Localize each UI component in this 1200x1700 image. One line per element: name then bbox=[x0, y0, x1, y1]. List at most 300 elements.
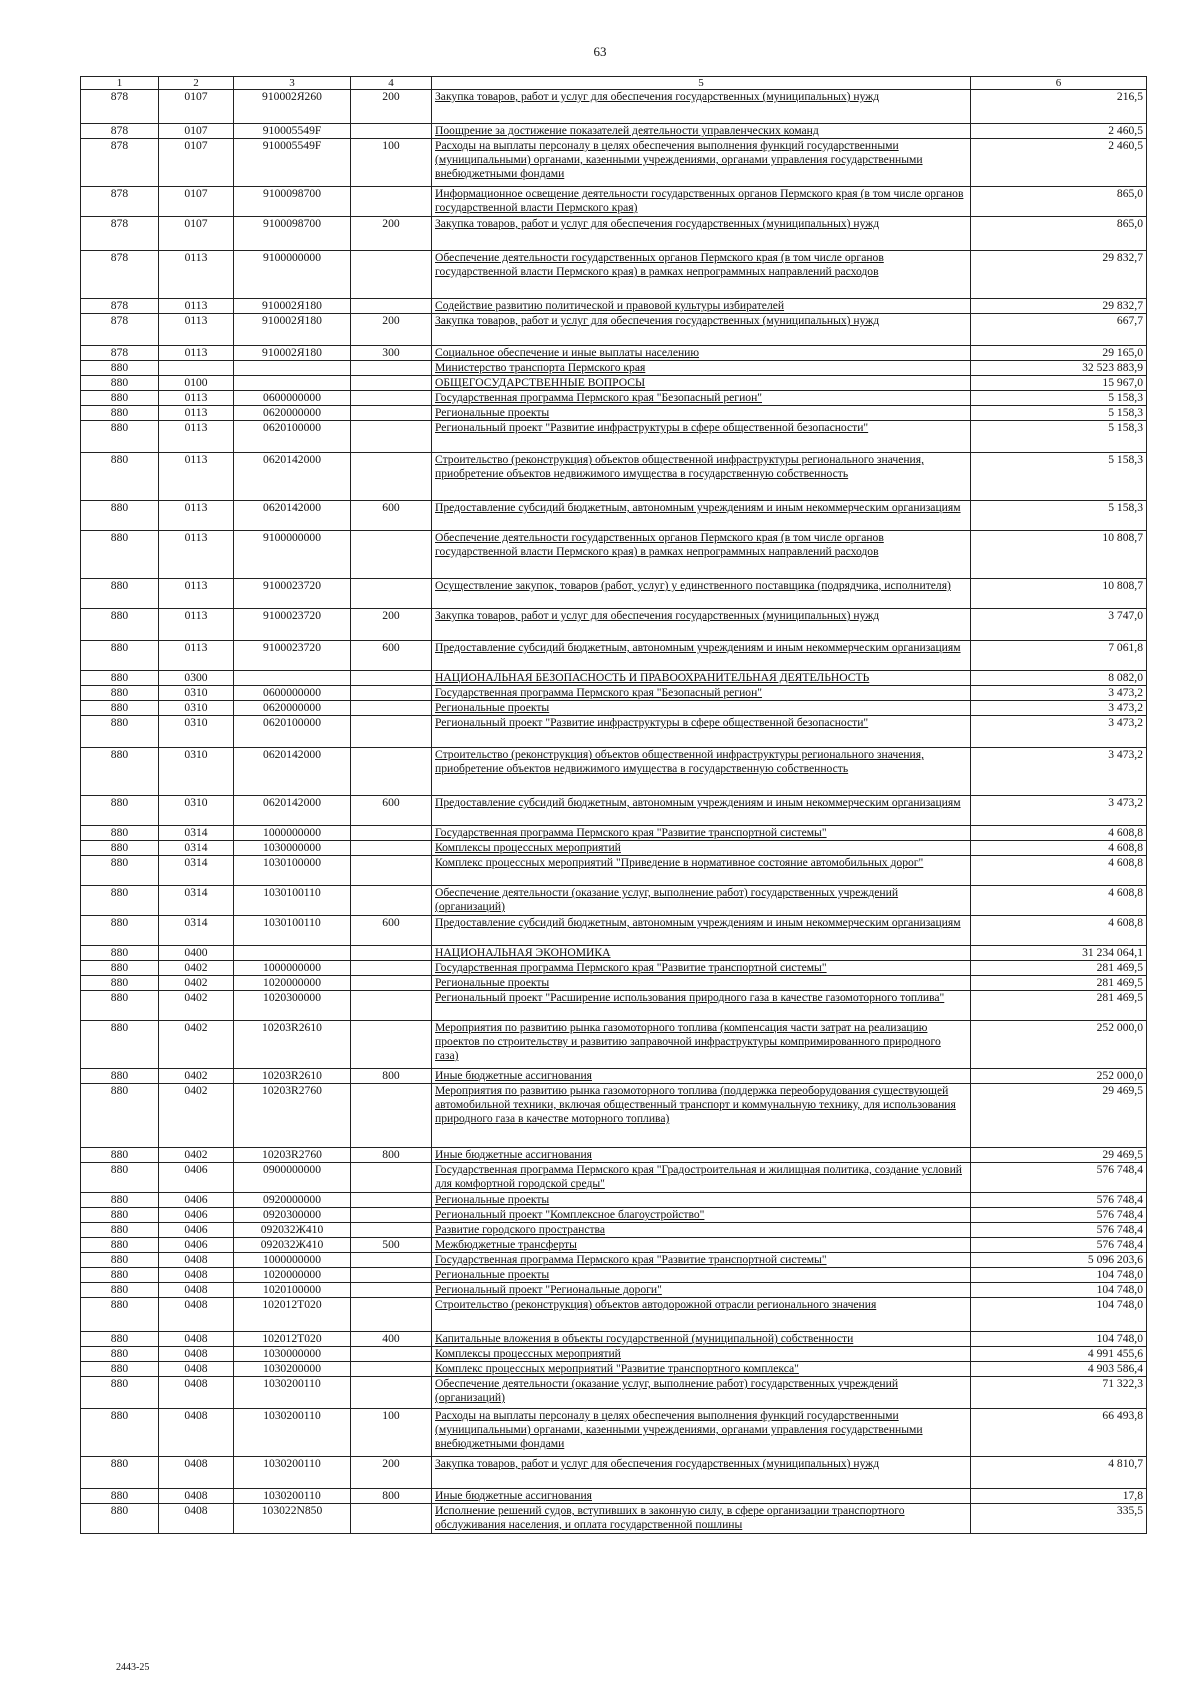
target-article-cell: 1030200110 bbox=[234, 1457, 351, 1489]
table-row bbox=[81, 826, 1147, 841]
amount-cell: 2 460,5 bbox=[971, 139, 1147, 187]
table-row bbox=[81, 796, 1147, 826]
expense-type-cell bbox=[351, 1268, 432, 1283]
target-article-cell: 0920300000 bbox=[234, 1208, 351, 1223]
amount-cell: 3 473,2 bbox=[971, 748, 1147, 796]
admin-code-cell: 880 bbox=[81, 1208, 159, 1223]
target-article-cell: 10203R2610 bbox=[234, 1069, 351, 1084]
expense-type-cell bbox=[351, 991, 432, 1021]
section-code-cell: 0408 bbox=[159, 1283, 234, 1298]
admin-code-cell: 880 bbox=[81, 1332, 159, 1347]
section-code-cell: 0107 bbox=[159, 124, 234, 139]
expense-type-cell bbox=[351, 1298, 432, 1332]
table-row bbox=[81, 1283, 1147, 1298]
admin-code-cell: 880 bbox=[81, 796, 159, 826]
expense-type-cell bbox=[351, 1021, 432, 1069]
expense-type-cell bbox=[351, 886, 432, 916]
expense-type-cell: 600 bbox=[351, 641, 432, 671]
amount-cell: 576 748,4 bbox=[971, 1193, 1147, 1208]
expense-type-cell bbox=[351, 406, 432, 421]
description-text: Капитальные вложения в объекты государственной (муниципальной) собственности bbox=[435, 1332, 854, 1345]
description-text: Строительство (реконструкция) объектов автодорожной отрасли регионального значения bbox=[435, 1298, 877, 1311]
target-article-cell: 1030200110 bbox=[234, 1489, 351, 1504]
amount-cell: 3 473,2 bbox=[971, 701, 1147, 716]
target-article-cell: 1030100110 bbox=[234, 886, 351, 916]
admin-code-cell: 880 bbox=[81, 856, 159, 886]
section-code-cell: 0113 bbox=[159, 346, 234, 361]
table-row bbox=[81, 1332, 1147, 1347]
amount-cell: 5 096 203,6 bbox=[971, 1253, 1147, 1268]
admin-code-cell: 880 bbox=[81, 716, 159, 748]
description-text: Мероприятия по развитию рынка газомоторного топлива (поддержка переоборудования существующей автомобильной техники, включая общественный транспорт и коммунальную технику, для использования природного газа в качестве моторного топлива) bbox=[435, 1084, 956, 1125]
section-code-cell bbox=[159, 361, 234, 376]
target-article-cell: 102012T020 bbox=[234, 1332, 351, 1347]
expense-type-cell bbox=[351, 701, 432, 716]
table-row bbox=[81, 579, 1147, 609]
admin-code-cell: 880 bbox=[81, 961, 159, 976]
description-text: Мероприятия по развитию рынка газомоторного топлива (компенсация части затрат на реализацию проектов по строительству и развитию заправочной инфраструктуры компримированного природного газа) bbox=[435, 1021, 941, 1062]
section-code-cell: 0408 bbox=[159, 1504, 234, 1534]
admin-code-cell: 880 bbox=[81, 1268, 159, 1283]
column-header: 4 bbox=[351, 77, 432, 90]
table-body bbox=[81, 90, 1147, 1534]
expense-type-cell: 300 bbox=[351, 346, 432, 361]
amount-cell: 10 808,7 bbox=[971, 579, 1147, 609]
target-article-cell: 910005549F bbox=[234, 139, 351, 187]
expense-type-cell bbox=[351, 826, 432, 841]
table-row bbox=[81, 609, 1147, 641]
amount-cell: 252 000,0 bbox=[971, 1069, 1147, 1084]
expense-type-cell bbox=[351, 748, 432, 796]
expense-type-cell bbox=[351, 961, 432, 976]
table-row bbox=[81, 139, 1147, 187]
admin-code-cell: 880 bbox=[81, 1377, 159, 1409]
expense-type-cell bbox=[351, 671, 432, 686]
section-code-cell: 0113 bbox=[159, 391, 234, 406]
section-code-cell: 0100 bbox=[159, 376, 234, 391]
target-article-cell: 0620142000 bbox=[234, 453, 351, 501]
target-article-cell: 0900000000 bbox=[234, 1163, 351, 1193]
target-article-cell: 0620142000 bbox=[234, 501, 351, 531]
expense-type-cell bbox=[351, 1504, 432, 1534]
admin-code-cell: 880 bbox=[81, 1148, 159, 1163]
expense-type-cell: 200 bbox=[351, 609, 432, 641]
expense-type-cell bbox=[351, 976, 432, 991]
section-code-cell: 0406 bbox=[159, 1208, 234, 1223]
section-code-cell: 0113 bbox=[159, 641, 234, 671]
expense-type-cell bbox=[351, 686, 432, 701]
expense-type-cell: 100 bbox=[351, 1409, 432, 1457]
document-code: 2443-25 bbox=[116, 1662, 150, 1673]
description-text: Содействие развитию политической и правовой культуры избирателей bbox=[435, 299, 785, 312]
admin-code-cell: 880 bbox=[81, 976, 159, 991]
amount-cell: 32 523 883,9 bbox=[971, 361, 1147, 376]
admin-code-cell: 880 bbox=[81, 1069, 159, 1084]
admin-code-cell: 880 bbox=[81, 1238, 159, 1253]
amount-cell: 104 748,0 bbox=[971, 1332, 1147, 1347]
section-code-cell: 0113 bbox=[159, 609, 234, 641]
description-cell bbox=[432, 671, 971, 686]
description-text: Строительство (реконструкция) объектов общественной инфраструктуры регионального значения, приобретение объектов недвижимого имущества в государственную собственность bbox=[435, 748, 924, 775]
section-code-cell: 0107 bbox=[159, 90, 234, 124]
section-code-cell: 0314 bbox=[159, 841, 234, 856]
description-cell bbox=[432, 1163, 971, 1193]
table-row bbox=[81, 686, 1147, 701]
amount-cell: 3 473,2 bbox=[971, 686, 1147, 701]
target-article-cell: 092032Ж410 bbox=[234, 1223, 351, 1238]
expense-type-cell: 400 bbox=[351, 1332, 432, 1347]
description-text: НАЦИОНАЛЬНАЯ ЭКОНОМИКА bbox=[435, 946, 611, 959]
amount-cell: 3 473,2 bbox=[971, 716, 1147, 748]
table-row bbox=[81, 391, 1147, 406]
description-cell bbox=[432, 1332, 971, 1347]
description-cell bbox=[432, 1148, 971, 1163]
section-code-cell: 0402 bbox=[159, 1021, 234, 1069]
section-code-cell: 0408 bbox=[159, 1268, 234, 1283]
amount-cell: 29 832,7 bbox=[971, 251, 1147, 299]
description-text: Социальное обеспечение и иные выплаты населению bbox=[435, 346, 700, 359]
description-text: Региональный проект "Развитие инфраструктуры в сфере общественной безопасности" bbox=[435, 716, 869, 729]
description-text: Государственная программа Пермского края "Развитие транспортной системы" bbox=[435, 961, 827, 974]
target-article-cell: 0620142000 bbox=[234, 748, 351, 796]
admin-code-cell: 880 bbox=[81, 1021, 159, 1069]
description-text: Региональный проект "Расширение использования природного газа в качестве газомоторного топлива" bbox=[435, 991, 945, 1004]
expense-type-cell bbox=[351, 1084, 432, 1148]
amount-cell: 576 748,4 bbox=[971, 1238, 1147, 1253]
expense-type-cell bbox=[351, 421, 432, 453]
description-text: Закупка товаров, работ и услуг для обеспечения государственных (муниципальных) нужд bbox=[435, 1457, 880, 1470]
description-text: Иные бюджетные ассигнования bbox=[435, 1069, 592, 1082]
description-cell bbox=[432, 453, 971, 501]
target-article-cell: 0620000000 bbox=[234, 406, 351, 421]
description-text: Межбюджетные трансферты bbox=[435, 1238, 577, 1251]
section-code-cell: 0310 bbox=[159, 716, 234, 748]
description-cell bbox=[432, 976, 971, 991]
expense-type-cell bbox=[351, 579, 432, 609]
admin-code-cell: 880 bbox=[81, 946, 159, 961]
expense-type-cell: 600 bbox=[351, 796, 432, 826]
amount-cell: 104 748,0 bbox=[971, 1283, 1147, 1298]
description-cell bbox=[432, 1377, 971, 1409]
admin-code-cell: 880 bbox=[81, 916, 159, 946]
amount-cell: 29 469,5 bbox=[971, 1148, 1147, 1163]
description-text: Закупка товаров, работ и услуг для обеспечения государственных (муниципальных) нужд bbox=[435, 314, 880, 327]
target-article-cell: 910002Я260 bbox=[234, 90, 351, 124]
target-article-cell: 1030200110 bbox=[234, 1377, 351, 1409]
amount-cell: 4 608,8 bbox=[971, 916, 1147, 946]
section-code-cell: 0314 bbox=[159, 826, 234, 841]
target-article-cell: 1030100000 bbox=[234, 856, 351, 886]
description-text: ОБЩЕГОСУДАРСТВЕННЫЕ ВОПРОСЫ bbox=[435, 376, 646, 389]
description-cell bbox=[432, 1253, 971, 1268]
table-row bbox=[81, 1409, 1147, 1457]
amount-cell: 8 082,0 bbox=[971, 671, 1147, 686]
expense-type-cell bbox=[351, 841, 432, 856]
amount-cell: 4 991 455,6 bbox=[971, 1347, 1147, 1362]
expense-type-cell: 800 bbox=[351, 1069, 432, 1084]
description-text: Региональные проекты bbox=[435, 406, 550, 419]
section-code-cell: 0402 bbox=[159, 1148, 234, 1163]
section-code-cell: 0408 bbox=[159, 1409, 234, 1457]
amount-cell: 4 810,7 bbox=[971, 1457, 1147, 1489]
column-header: 6 bbox=[971, 77, 1147, 90]
description-text: Комплексы процессных мероприятий bbox=[435, 1347, 621, 1360]
amount-cell: 7 061,8 bbox=[971, 641, 1147, 671]
admin-code-cell: 880 bbox=[81, 991, 159, 1021]
section-code-cell: 0400 bbox=[159, 946, 234, 961]
admin-code-cell: 878 bbox=[81, 124, 159, 139]
table-row bbox=[81, 1021, 1147, 1069]
admin-code-cell: 880 bbox=[81, 1253, 159, 1268]
admin-code-cell: 878 bbox=[81, 90, 159, 124]
amount-cell: 576 748,4 bbox=[971, 1163, 1147, 1193]
description-cell bbox=[432, 1409, 971, 1457]
description-cell bbox=[432, 916, 971, 946]
section-code-cell: 0402 bbox=[159, 1069, 234, 1084]
section-code-cell: 0406 bbox=[159, 1193, 234, 1208]
expense-type-cell: 500 bbox=[351, 1238, 432, 1253]
amount-cell: 5 158,3 bbox=[971, 421, 1147, 453]
description-text: Государственная программа Пермского края "Развитие транспортной системы" bbox=[435, 826, 827, 839]
description-cell bbox=[432, 139, 971, 187]
section-code-cell: 0113 bbox=[159, 531, 234, 579]
admin-code-cell: 880 bbox=[81, 1504, 159, 1534]
admin-code-cell: 880 bbox=[81, 453, 159, 501]
description-cell bbox=[432, 90, 971, 124]
description-cell bbox=[432, 1298, 971, 1332]
table-row bbox=[81, 187, 1147, 217]
target-article-cell: 092032Ж410 bbox=[234, 1238, 351, 1253]
description-text: Информационное освещение деятельности государственных органов Пермского края (в том числе органов государственной власти Пермского края) bbox=[435, 187, 964, 214]
target-article-cell: 9100098700 bbox=[234, 217, 351, 251]
target-article-cell: 9100023720 bbox=[234, 641, 351, 671]
amount-cell: 29 165,0 bbox=[971, 346, 1147, 361]
admin-code-cell: 878 bbox=[81, 217, 159, 251]
target-article-cell: 1000000000 bbox=[234, 1253, 351, 1268]
expense-type-cell: 600 bbox=[351, 916, 432, 946]
description-text: Региональные проекты bbox=[435, 701, 550, 714]
description-cell bbox=[432, 251, 971, 299]
table-row bbox=[81, 1163, 1147, 1193]
admin-code-cell: 880 bbox=[81, 1347, 159, 1362]
table-row bbox=[81, 961, 1147, 976]
amount-cell: 216,5 bbox=[971, 90, 1147, 124]
description-text: Поощрение за достижение показателей деятельности управленческих команд bbox=[435, 124, 819, 137]
admin-code-cell: 878 bbox=[81, 299, 159, 314]
target-article-cell bbox=[234, 946, 351, 961]
section-code-cell: 0113 bbox=[159, 501, 234, 531]
description-cell bbox=[432, 1457, 971, 1489]
amount-cell: 4 608,8 bbox=[971, 856, 1147, 886]
description-cell bbox=[432, 376, 971, 391]
expense-type-cell bbox=[351, 299, 432, 314]
description-text: НАЦИОНАЛЬНАЯ БЕЗОПАСНОСТЬ И ПРАВООХРАНИТЕЛЬНАЯ ДЕЯТЕЛЬНОСТЬ bbox=[435, 671, 870, 684]
expense-type-cell: 200 bbox=[351, 314, 432, 346]
table-row bbox=[81, 1069, 1147, 1084]
admin-code-cell: 880 bbox=[81, 1489, 159, 1504]
description-cell bbox=[432, 796, 971, 826]
description-cell bbox=[432, 217, 971, 251]
description-cell bbox=[432, 501, 971, 531]
column-header: 3 bbox=[234, 77, 351, 90]
description-cell bbox=[432, 314, 971, 346]
table-row bbox=[81, 841, 1147, 856]
target-article-cell: 10203R2760 bbox=[234, 1148, 351, 1163]
amount-cell: 667,7 bbox=[971, 314, 1147, 346]
target-article-cell: 0600000000 bbox=[234, 686, 351, 701]
table-row bbox=[81, 1148, 1147, 1163]
target-article-cell: 1030000000 bbox=[234, 841, 351, 856]
table-row bbox=[81, 1208, 1147, 1223]
admin-code-cell: 880 bbox=[81, 1409, 159, 1457]
description-text: Исполнение решений судов, вступивших в законную силу, в сфере организации транспортного обслуживания населения, и оплата государственной пошлины bbox=[435, 1504, 905, 1531]
amount-cell: 4 608,8 bbox=[971, 886, 1147, 916]
amount-cell: 281 469,5 bbox=[971, 991, 1147, 1021]
description-text: Расходы на выплаты персоналу в целях обеспечения выполнения функций государственными (муниципальными) органами, казенными учреждениями, органами управления государственными внебюджетными фондами bbox=[435, 139, 923, 180]
target-article-cell: 9100000000 bbox=[234, 531, 351, 579]
section-code-cell: 0113 bbox=[159, 314, 234, 346]
table-row bbox=[81, 991, 1147, 1021]
admin-code-cell: 880 bbox=[81, 1193, 159, 1208]
target-article-cell: 10203R2760 bbox=[234, 1084, 351, 1148]
target-article-cell: 1000000000 bbox=[234, 961, 351, 976]
table-row bbox=[81, 1268, 1147, 1283]
admin-code-cell: 880 bbox=[81, 391, 159, 406]
section-code-cell: 0408 bbox=[159, 1298, 234, 1332]
description-cell bbox=[432, 1193, 971, 1208]
expense-type-cell bbox=[351, 361, 432, 376]
description-cell bbox=[432, 1283, 971, 1298]
amount-cell: 3 473,2 bbox=[971, 796, 1147, 826]
description-cell bbox=[432, 716, 971, 748]
expense-type-cell: 800 bbox=[351, 1148, 432, 1163]
table-row bbox=[81, 1504, 1147, 1534]
expense-type-cell bbox=[351, 251, 432, 299]
expense-type-cell bbox=[351, 1193, 432, 1208]
amount-cell: 5 158,3 bbox=[971, 406, 1147, 421]
target-article-cell: 9100023720 bbox=[234, 579, 351, 609]
section-code-cell: 0408 bbox=[159, 1362, 234, 1377]
description-cell bbox=[432, 1489, 971, 1504]
target-article-cell: 1030000000 bbox=[234, 1347, 351, 1362]
target-article-cell: 102012T020 bbox=[234, 1298, 351, 1332]
description-text: Государственная программа Пермского края "Безопасный регион" bbox=[435, 686, 763, 699]
amount-cell: 104 748,0 bbox=[971, 1298, 1147, 1332]
table-row bbox=[81, 1457, 1147, 1489]
description-text: Обеспечение деятельности (оказание услуг, выполнение работ) государственных учреждений (организаций) bbox=[435, 886, 899, 913]
description-text: Осуществление закупок, товаров (работ, услуг) у единственного поставщика (подрядчика, исполнителя) bbox=[435, 579, 951, 592]
target-article-cell: 0620100000 bbox=[234, 421, 351, 453]
description-cell bbox=[432, 1208, 971, 1223]
target-article-cell: 910002Я180 bbox=[234, 346, 351, 361]
expense-type-cell bbox=[351, 391, 432, 406]
expense-type-cell: 200 bbox=[351, 217, 432, 251]
section-code-cell: 0300 bbox=[159, 671, 234, 686]
target-article-cell: 0600000000 bbox=[234, 391, 351, 406]
description-cell bbox=[432, 856, 971, 886]
description-text: Закупка товаров, работ и услуг для обеспечения государственных (муниципальных) нужд bbox=[435, 217, 880, 230]
description-cell bbox=[432, 1347, 971, 1362]
amount-cell: 4 608,8 bbox=[971, 826, 1147, 841]
section-code-cell: 0408 bbox=[159, 1457, 234, 1489]
admin-code-cell: 880 bbox=[81, 1223, 159, 1238]
table-row bbox=[81, 1362, 1147, 1377]
section-code-cell: 0107 bbox=[159, 217, 234, 251]
expense-type-cell bbox=[351, 124, 432, 139]
description-text: Закупка товаров, работ и услуг для обеспечения государственных (муниципальных) нужд bbox=[435, 609, 880, 622]
admin-code-cell: 880 bbox=[81, 579, 159, 609]
amount-cell: 31 234 064,1 bbox=[971, 946, 1147, 961]
amount-cell: 335,5 bbox=[971, 1504, 1147, 1534]
expense-type-cell: 100 bbox=[351, 139, 432, 187]
description-text: Региональный проект "Региональные дороги" bbox=[435, 1283, 662, 1296]
expense-type-cell bbox=[351, 1223, 432, 1238]
description-text: Региональные проекты bbox=[435, 976, 550, 989]
target-article-cell: 0620100000 bbox=[234, 716, 351, 748]
description-text: Государственная программа Пермского края "Безопасный регион" bbox=[435, 391, 763, 404]
amount-cell: 576 748,4 bbox=[971, 1208, 1147, 1223]
description-cell bbox=[432, 961, 971, 976]
admin-code-cell: 880 bbox=[81, 841, 159, 856]
amount-cell: 15 967,0 bbox=[971, 376, 1147, 391]
admin-code-cell: 880 bbox=[81, 501, 159, 531]
description-cell bbox=[432, 391, 971, 406]
description-text: Государственная программа Пермского края "Градостроительная и жилищная политика, создание условий для комфортной городской среды" bbox=[435, 1163, 962, 1190]
description-cell bbox=[432, 1069, 971, 1084]
description-cell bbox=[432, 641, 971, 671]
amount-cell: 17,8 bbox=[971, 1489, 1147, 1504]
expense-type-cell bbox=[351, 1283, 432, 1298]
description-cell bbox=[432, 686, 971, 701]
description-cell bbox=[432, 886, 971, 916]
table-row bbox=[81, 1377, 1147, 1409]
section-code-cell: 0406 bbox=[159, 1223, 234, 1238]
table-row bbox=[81, 701, 1147, 716]
section-code-cell: 0408 bbox=[159, 1377, 234, 1409]
table-row bbox=[81, 90, 1147, 124]
section-code-cell: 0408 bbox=[159, 1332, 234, 1347]
admin-code-cell: 880 bbox=[81, 1283, 159, 1298]
target-article-cell: 1030200000 bbox=[234, 1362, 351, 1377]
description-cell bbox=[432, 1223, 971, 1238]
column-header: 2 bbox=[159, 77, 234, 90]
description-cell bbox=[432, 187, 971, 217]
expense-type-cell bbox=[351, 376, 432, 391]
amount-cell: 29 832,7 bbox=[971, 299, 1147, 314]
table-row bbox=[81, 886, 1147, 916]
description-cell bbox=[432, 1238, 971, 1253]
description-cell bbox=[432, 124, 971, 139]
table-row bbox=[81, 124, 1147, 139]
description-cell bbox=[432, 701, 971, 716]
description-cell bbox=[432, 406, 971, 421]
section-code-cell: 0406 bbox=[159, 1238, 234, 1253]
description-text: Региональный проект "Комплексное благоустройство" bbox=[435, 1208, 705, 1221]
description-text: Строительство (реконструкция) объектов общественной инфраструктуры регионального значения, приобретение объектов недвижимого имущества в государственную собственность bbox=[435, 453, 924, 480]
table-row bbox=[81, 406, 1147, 421]
amount-cell: 66 493,8 bbox=[971, 1409, 1147, 1457]
description-text: Государственная программа Пермского края "Развитие транспортной системы" bbox=[435, 1253, 827, 1266]
target-article-cell: 0620000000 bbox=[234, 701, 351, 716]
expense-type-cell bbox=[351, 946, 432, 961]
description-text: Региональные проекты bbox=[435, 1268, 550, 1281]
target-article-cell: 1030200110 bbox=[234, 1409, 351, 1457]
section-code-cell: 0402 bbox=[159, 1084, 234, 1148]
expense-type-cell bbox=[351, 1362, 432, 1377]
admin-code-cell: 880 bbox=[81, 406, 159, 421]
description-cell bbox=[432, 346, 971, 361]
section-code-cell: 0310 bbox=[159, 748, 234, 796]
